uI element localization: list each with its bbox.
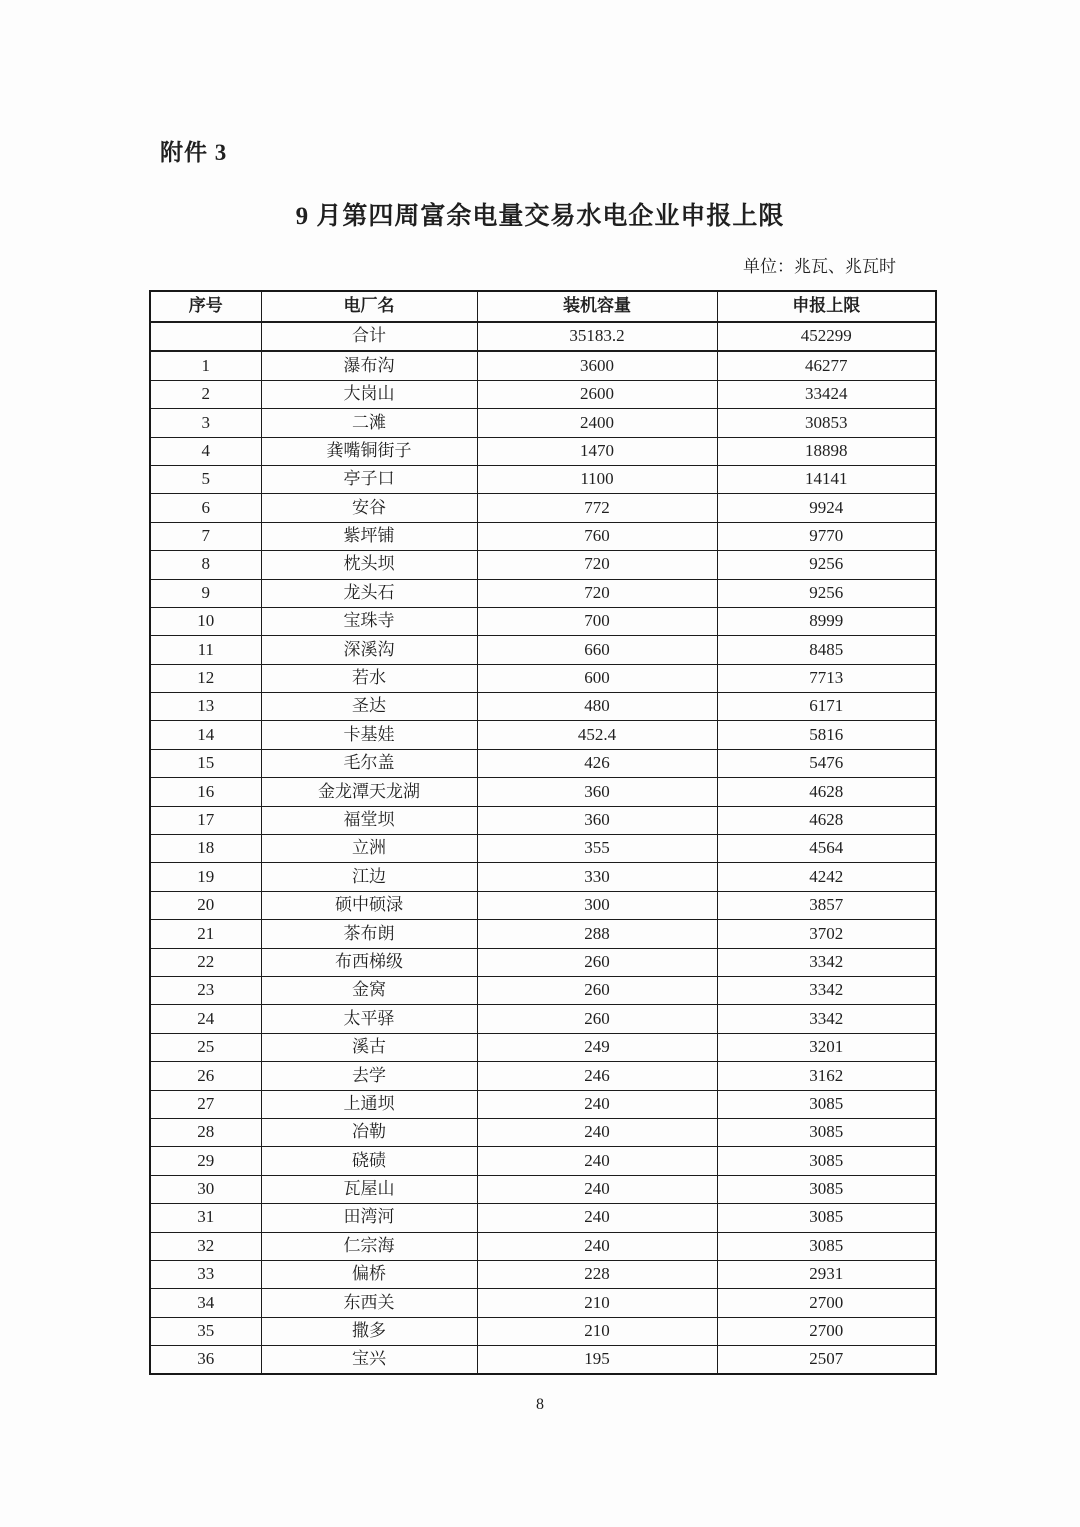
table-row (150, 693, 936, 721)
cell-serial: 28 (150, 1118, 261, 1146)
cell-limit: 3162 (717, 1062, 936, 1090)
cell-plant-name: 冶勒 (261, 1118, 477, 1146)
cell-serial: 12 (150, 664, 261, 692)
cell-plant-name: 大岗山 (261, 380, 477, 408)
cell-serial: 20 (150, 891, 261, 919)
cell-capacity: 240 (477, 1090, 717, 1118)
cell-plant-name: 布西梯级 (261, 948, 477, 976)
cell-limit: 3085 (717, 1147, 936, 1175)
cell-limit: 14141 (717, 465, 936, 493)
header-serial: 序号 (150, 291, 261, 322)
cell-limit: 4564 (717, 835, 936, 863)
table-row (150, 1260, 936, 1288)
cell-limit: 4242 (717, 863, 936, 891)
cell-serial: 27 (150, 1090, 261, 1118)
cell-capacity: 660 (477, 636, 717, 664)
cell-capacity: 480 (477, 693, 717, 721)
cell-serial: 1 (150, 351, 261, 380)
cell-capacity: 2400 (477, 409, 717, 437)
cell-limit: 46277 (717, 351, 936, 380)
header-limit: 申报上限 (717, 291, 936, 322)
cell-serial: 3 (150, 409, 261, 437)
cell-serial: 22 (150, 948, 261, 976)
cell-serial: 30 (150, 1175, 261, 1203)
cell-capacity: 210 (477, 1317, 717, 1345)
cell-capacity: 260 (477, 948, 717, 976)
table-row (150, 1204, 936, 1232)
cell-capacity: 330 (477, 863, 717, 891)
cell-capacity: 35183.2 (477, 322, 717, 351)
page-title: 9 月第四周富余电量交易水电企业申报上限 (295, 203, 785, 230)
cell-capacity: 3600 (477, 351, 717, 380)
cell-capacity: 260 (477, 1005, 717, 1033)
cell-plant-name: 龚嘴铜街子 (261, 437, 477, 465)
cell-limit: 9256 (717, 579, 936, 607)
cell-limit: 3201 (717, 1033, 936, 1061)
cell-plant-name: 上通坝 (261, 1090, 477, 1118)
table-row (150, 522, 936, 550)
table-row (150, 891, 936, 919)
cell-limit: 18898 (717, 437, 936, 465)
table-row (150, 1232, 936, 1260)
declaration-table (149, 290, 937, 1375)
cell-serial: 13 (150, 693, 261, 721)
cell-serial (150, 322, 261, 351)
cell-plant-name: 硗碛 (261, 1147, 477, 1175)
cell-limit: 3342 (717, 976, 936, 1004)
cell-plant-name: 茶布朗 (261, 920, 477, 948)
table-row (150, 579, 936, 607)
cell-limit: 2700 (717, 1289, 936, 1317)
cell-plant-name: 田湾河 (261, 1204, 477, 1232)
cell-serial: 35 (150, 1317, 261, 1345)
cell-plant-name: 安谷 (261, 494, 477, 522)
cell-capacity: 246 (477, 1062, 717, 1090)
cell-limit: 9924 (717, 494, 936, 522)
cell-plant-name: 溪古 (261, 1033, 477, 1061)
table-row (150, 721, 936, 749)
cell-limit: 3702 (717, 920, 936, 948)
cell-plant-name: 瀑布沟 (261, 351, 477, 380)
table-row (150, 1317, 936, 1345)
cell-plant-name: 毛尔盖 (261, 749, 477, 777)
table-row (150, 437, 936, 465)
cell-limit: 3085 (717, 1090, 936, 1118)
table-row (150, 1033, 936, 1061)
table-row (150, 1147, 936, 1175)
cell-limit: 2700 (717, 1317, 936, 1345)
cell-limit: 9256 (717, 551, 936, 579)
table-row (150, 636, 936, 664)
table-row (150, 1346, 936, 1375)
cell-plant-name: 合计 (261, 322, 477, 351)
cell-limit: 3085 (717, 1175, 936, 1203)
cell-plant-name: 立洲 (261, 835, 477, 863)
table-row (150, 863, 936, 891)
cell-serial: 17 (150, 806, 261, 834)
cell-serial: 16 (150, 778, 261, 806)
cell-plant-name: 深溪沟 (261, 636, 477, 664)
cell-plant-name: 江边 (261, 863, 477, 891)
cell-serial: 10 (150, 607, 261, 635)
cell-limit: 3085 (717, 1232, 936, 1260)
cell-capacity: 240 (477, 1175, 717, 1203)
cell-limit: 8999 (717, 607, 936, 635)
table-row (150, 1175, 936, 1203)
cell-limit: 5816 (717, 721, 936, 749)
table-row (150, 920, 936, 948)
cell-limit: 3857 (717, 891, 936, 919)
cell-serial: 33 (150, 1260, 261, 1288)
cell-capacity: 360 (477, 806, 717, 834)
cell-capacity: 772 (477, 494, 717, 522)
cell-plant-name: 二滩 (261, 409, 477, 437)
cell-serial: 5 (150, 465, 261, 493)
cell-serial: 36 (150, 1346, 261, 1375)
cell-serial: 25 (150, 1033, 261, 1061)
cell-capacity: 240 (477, 1232, 717, 1260)
page-number: 8 (536, 1396, 544, 1413)
cell-plant-name: 仁宗海 (261, 1232, 477, 1260)
cell-limit: 8485 (717, 636, 936, 664)
cell-capacity: 760 (477, 522, 717, 550)
cell-capacity: 240 (477, 1118, 717, 1146)
cell-plant-name: 圣达 (261, 693, 477, 721)
cell-plant-name: 东西关 (261, 1289, 477, 1317)
table-row (150, 1289, 936, 1317)
table-row (150, 351, 936, 380)
cell-capacity: 288 (477, 920, 717, 948)
cell-serial: 14 (150, 721, 261, 749)
cell-limit: 7713 (717, 664, 936, 692)
cell-plant-name: 卡基娃 (261, 721, 477, 749)
cell-capacity: 300 (477, 891, 717, 919)
cell-capacity: 360 (477, 778, 717, 806)
table-row (150, 1062, 936, 1090)
table-body (150, 322, 936, 1374)
cell-serial: 23 (150, 976, 261, 1004)
cell-plant-name: 金窝 (261, 976, 477, 1004)
table-row (150, 551, 936, 579)
cell-limit: 2507 (717, 1346, 936, 1375)
table-row (150, 1118, 936, 1146)
cell-plant-name: 宝兴 (261, 1346, 477, 1375)
cell-capacity: 260 (477, 976, 717, 1004)
cell-limit: 2931 (717, 1260, 936, 1288)
cell-capacity: 1470 (477, 437, 717, 465)
cell-serial: 6 (150, 494, 261, 522)
table-row (150, 1005, 936, 1033)
cell-capacity: 240 (477, 1147, 717, 1175)
cell-capacity: 355 (477, 835, 717, 863)
cell-plant-name: 若水 (261, 664, 477, 692)
cell-limit: 5476 (717, 749, 936, 777)
cell-capacity: 210 (477, 1289, 717, 1317)
header-row (150, 291, 936, 322)
cell-plant-name: 紫坪铺 (261, 522, 477, 550)
cell-capacity: 700 (477, 607, 717, 635)
header-capacity: 装机容量 (477, 291, 717, 322)
cell-limit: 33424 (717, 380, 936, 408)
cell-limit: 4628 (717, 778, 936, 806)
cell-serial: 9 (150, 579, 261, 607)
cell-capacity: 2600 (477, 380, 717, 408)
cell-serial: 18 (150, 835, 261, 863)
table-row (150, 835, 936, 863)
cell-limit: 9770 (717, 522, 936, 550)
cell-serial: 2 (150, 380, 261, 408)
table-row (150, 806, 936, 834)
cell-capacity: 452.4 (477, 721, 717, 749)
cell-limit: 3342 (717, 1005, 936, 1033)
cell-plant-name: 龙头石 (261, 579, 477, 607)
table-row (150, 976, 936, 1004)
cell-plant-name: 瓦屋山 (261, 1175, 477, 1203)
cell-capacity: 195 (477, 1346, 717, 1375)
cell-serial: 32 (150, 1232, 261, 1260)
cell-plant-name: 偏桥 (261, 1260, 477, 1288)
table-row (150, 409, 936, 437)
table-header (150, 291, 936, 322)
cell-plant-name: 硕中硕渌 (261, 891, 477, 919)
table-row (150, 948, 936, 976)
cell-plant-name: 金龙潭天龙湖 (261, 778, 477, 806)
table-row (150, 607, 936, 635)
cell-serial: 26 (150, 1062, 261, 1090)
table-row (150, 664, 936, 692)
cell-serial: 31 (150, 1204, 261, 1232)
cell-capacity: 249 (477, 1033, 717, 1061)
declaration-table-container (149, 290, 937, 1375)
cell-limit: 452299 (717, 322, 936, 351)
cell-limit: 3342 (717, 948, 936, 976)
cell-serial: 19 (150, 863, 261, 891)
unit-note: 单位：兆瓦、兆瓦时 (743, 257, 896, 276)
cell-plant-name: 太平驿 (261, 1005, 477, 1033)
cell-plant-name: 宝珠寺 (261, 607, 477, 635)
cell-limit: 4628 (717, 806, 936, 834)
cell-capacity: 720 (477, 551, 717, 579)
cell-plant-name: 福堂坝 (261, 806, 477, 834)
cell-limit: 3085 (717, 1118, 936, 1146)
cell-limit: 30853 (717, 409, 936, 437)
cell-plant-name: 去学 (261, 1062, 477, 1090)
cell-plant-name: 枕头坝 (261, 551, 477, 579)
table-row (150, 380, 936, 408)
attachment-label: 附件 3 (160, 140, 228, 165)
cell-capacity: 228 (477, 1260, 717, 1288)
cell-plant-name: 撒多 (261, 1317, 477, 1345)
cell-limit: 6171 (717, 693, 936, 721)
cell-serial: 11 (150, 636, 261, 664)
cell-serial: 7 (150, 522, 261, 550)
table-row (150, 749, 936, 777)
table-row (150, 465, 936, 493)
cell-serial: 8 (150, 551, 261, 579)
cell-serial: 21 (150, 920, 261, 948)
table-row (150, 778, 936, 806)
cell-serial: 15 (150, 749, 261, 777)
cell-serial: 29 (150, 1147, 261, 1175)
cell-capacity: 426 (477, 749, 717, 777)
total-row (150, 322, 936, 351)
cell-limit: 3085 (717, 1204, 936, 1232)
cell-capacity: 600 (477, 664, 717, 692)
cell-capacity: 240 (477, 1204, 717, 1232)
cell-capacity: 1100 (477, 465, 717, 493)
cell-serial: 4 (150, 437, 261, 465)
cell-serial: 24 (150, 1005, 261, 1033)
table-row (150, 1090, 936, 1118)
cell-serial: 34 (150, 1289, 261, 1317)
header-plant-name: 电厂名 (261, 291, 477, 322)
table-row (150, 494, 936, 522)
cell-plant-name: 亭子口 (261, 465, 477, 493)
cell-capacity: 720 (477, 579, 717, 607)
